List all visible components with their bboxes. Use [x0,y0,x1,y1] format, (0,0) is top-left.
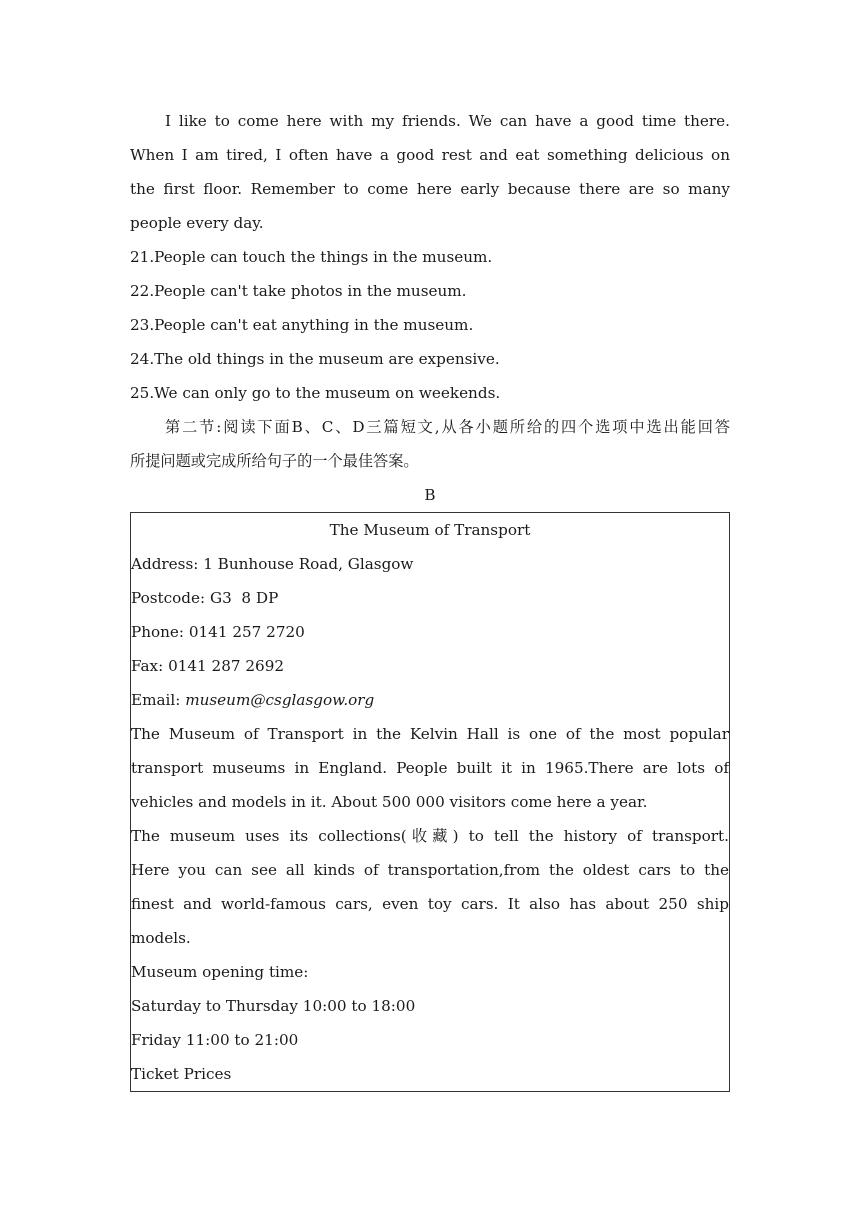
question-25: 25.We can only go to the museum on weekends. [130,384,501,402]
question-21: 21.People can touch the things in the museum. [130,248,493,266]
intro-line: the first floor. Remember to come here early because there are so many [130,180,730,198]
intro-line: When I am tired, I often have a good rest and eat something delicious on [130,146,730,164]
document-page [130,104,730,1092]
paragraph-line: Here you can see all kinds of transportation,from the oldest cars to the [131,861,729,879]
paragraph-line: finest and world-famous cars, even toy cars. It also has about 250 ship [131,895,729,913]
question-24: 24.The old things in the museum are expensive. [130,350,500,368]
opening-time-label: Museum opening time: [131,963,309,981]
museum-paragraph-2 [131,819,729,955]
question-list [130,240,730,410]
instruction-line: 所提问题或完成所给句子的一个最佳答案。 [130,452,419,470]
museum-title: The Museum of Transport [329,521,531,539]
museum-address: Address: 1 Bunhouse Road, Glasgow [131,555,414,573]
paragraph-line: transport museums in England. People built it in 1965.There are lots of [131,759,729,777]
ticket-prices-label: Ticket Prices [131,1065,232,1083]
paragraph-line: vehicles and models in it. About 500 000 visitors come here a year. [131,793,648,811]
intro-line: people every day. [130,214,264,232]
museum-info-box [130,512,730,1092]
paragraph-line: models. [131,929,191,947]
hours-friday: Friday 11:00 to 21:00 [131,1031,299,1049]
intro-line: I like to come here with my friends. We can have a good time there. [165,112,730,130]
question-23: 23.People can't eat anything in the museum. [130,316,474,334]
email-label: Email: [131,691,186,709]
question-22: 22.People can't take photos in the museum. [130,282,467,300]
museum-fax: Fax: 0141 287 2692 [131,657,285,675]
museum-email-row [131,683,729,717]
passage-label: B [424,486,436,504]
museum-phone: Phone: 0141 257 2720 [131,623,305,641]
museum-paragraph-1 [131,717,729,819]
paragraph-line: The museum uses its collections(收藏) to tell the history of transport. [131,827,729,845]
hours-weekday: Saturday to Thursday 10:00 to 18:00 [131,997,416,1015]
museum-postcode: Postcode: G3 8 DP [131,589,279,607]
section-instruction [130,410,730,478]
email-link[interactable]: museum@csglasgow.org [185,691,375,709]
paragraph-line: The Museum of Transport in the Kelvin Hall is one of the most popular [131,725,729,743]
intro-paragraph [130,104,730,240]
instruction-line: 第二节:阅读下面B、C、D三篇短文,从各小题所给的四个选项中选出能回答 [165,418,730,436]
